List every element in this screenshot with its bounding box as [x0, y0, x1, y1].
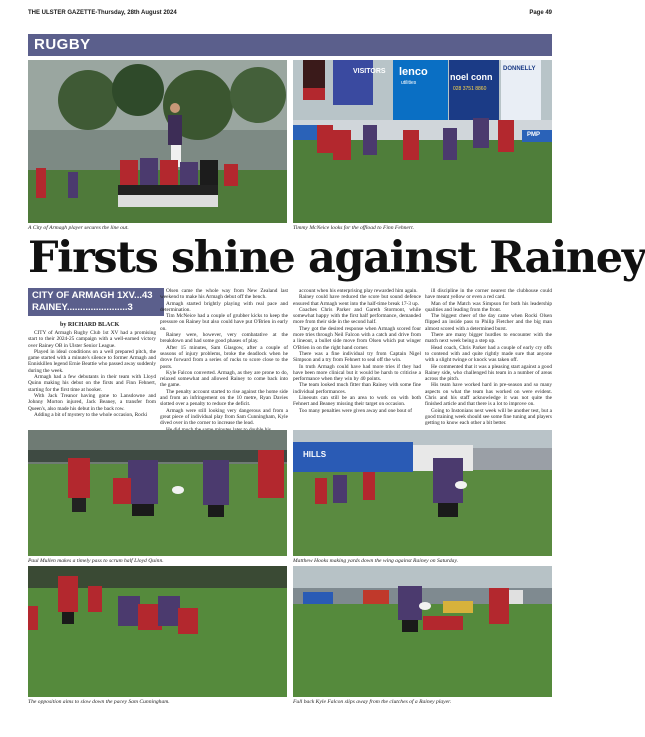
paragraph: Played in ideal conditions on a well prepared pitch, the game started with a minute's silence to former Armagh and Enniskillen legend Ernie Beattie who passed away suddenly during the week. — [28, 348, 156, 374]
paragraph: Adding a bit of mystery to the whole occasion, Rocki — [34, 411, 148, 418]
photo-pass — [28, 430, 287, 556]
photo-offload — [293, 60, 552, 223]
sponsor-board-noel-conn: noel conn — [450, 72, 493, 82]
paragraph: The biggest cheer of the day came when Rocki Olsen flipped an inside pass to Philip Fletcher and the big man almost scored with a determined burst. — [425, 313, 552, 332]
article-column-4 — [425, 288, 552, 426]
paragraph: ill discipline in the corner nearest the clubhouse could have meant yellow or even a red card. — [425, 288, 552, 301]
paragraph: Tim McNeice had a couple of grubber kicks to keep the pressure on Rainey but also could have put O'Brien in early on. — [160, 313, 288, 332]
paragraph: After 15 minutes, Sam Glasgow, after a couple of seasons of injury problems, broke the deadlock when he drove forward from a series of rucks to score close to the posts. — [160, 344, 288, 370]
score-away: RAINEY.......................3 — [32, 302, 133, 313]
paragraph: Man of the Match was Simpson for both his leadership qualities and leading from the front. — [425, 300, 552, 313]
caption-lineout: A City of Armagh player secures the line out. — [28, 225, 129, 231]
paragraph: Rainey were, however, very combatative at the breakdown and had some good phases of play. — [160, 332, 288, 345]
paragraph: The team looked much fitter than Rainey with some fine individual performances. — [293, 382, 421, 395]
paragraph: The penalty account started to rise against the home side and from an infringement on the 10 metre, Ryan Davies slotted over a penalty to reduce the deficit. — [160, 388, 288, 408]
paragraph: Armagh had a few debutants in their team with Lloyd Quinn making his debut on the firsts and Finn Fehnert, starting for the first time at hooker. — [28, 374, 156, 393]
paragraph: Lineouts can still be an area to work on with both Fehnert and Beaney missing their target on occasion. — [293, 395, 421, 408]
article-column-3 — [293, 288, 421, 426]
paragraph: Kyle Falcon converted. Armagh, as they are prone to do, relaxed somewhat and allowed Rainey to come back into the game. — [160, 369, 288, 389]
paragraph: Too many penalties were given away and one bout of — [299, 407, 413, 414]
section-banner: RUGBY — [28, 34, 552, 56]
paragraph: account when his enterprising play rewarded him again. — [299, 288, 418, 294]
caption-fullback: Full back Kyle Falcon slips away from the clutches of a Rainey player. — [293, 699, 452, 705]
sponsor-board-donnelly: DONNELLY — [503, 66, 536, 72]
photo-lineout — [28, 60, 287, 223]
paragraph: Head coach, Chris Parker had a couple of early cry offs to contend with and quite rightly made sure that anyone with a slight twinge or knock was taken off. — [425, 344, 552, 364]
caption-wing: Matthew Hooks making yards down the wing against Rainey on Saturday. — [293, 558, 459, 564]
paragraph: They got the desired response when Armagh scored four more tries through Neil Falcon with a catch and drive from a lineout, a bullet side move from Olsen which put winger O'Brien in on the right hand corner. — [293, 325, 421, 351]
photo-wing — [293, 430, 552, 556]
score-box — [28, 288, 164, 316]
paragraph: With Jack Treanor having gone to Lansdowne and Johnny Morton injured, Jack Beaney, a transfer from Queen's, also made his debut in the back row. — [28, 392, 156, 412]
sponsor-board-pmp: PMP — [527, 132, 541, 138]
caption-tackle: The opposition aims to slow down the pacey Sam Cunningham. — [28, 699, 170, 705]
paragraph: There are many bigger hurdles to encounter with the match next week being a step up. — [425, 332, 552, 345]
byline: by RICHARD BLACK — [60, 322, 120, 328]
paragraph: CITY of Armagh Rugby Club 1st XV had a promising start to their 2024-25 campaign with a well-earned victory over Rainey OB in Ulster Senior League. — [28, 330, 156, 349]
score-home: CITY OF ARMAGH 1XV...43 — [32, 290, 153, 301]
article-column-2 — [160, 288, 288, 426]
paragraph: Coaches Chris Parker and Gareth Stormont, while somewhat happy with the first half performance, demanded more from their side in the second half. — [293, 306, 421, 326]
photo-tackle — [28, 566, 287, 697]
page-number: Page 49 — [529, 10, 552, 16]
paragraph: His team have worked hard in pre-season and so many aspects on what the team has worked on were evident. Chris and his staff acknowledge it was not quite the finished article and that there is a lot to improve on. — [425, 382, 552, 408]
paragraph: Olsen came the whole way from New Zealand last weekend to make his Armagh debut off the bench. — [160, 288, 288, 301]
page-header — [28, 8, 552, 18]
sponsor-board-lenco-sub: utilities — [401, 80, 417, 86]
paragraph: Armagh were still looking very dangerous and from a great piece of individual play from Sam Cunningham, Kyle dived over in the corner to increase the lead. — [160, 407, 288, 427]
paragraph: There was a fine individual try from Captain Nigel Simpson and a try from Fehnert to seal off the win. — [293, 350, 421, 364]
sponsor-board-hills: HILLS — [303, 450, 327, 459]
caption-pass: Paul Mullen makes a timely pass to scrum half Lloyd Quinn. — [28, 558, 164, 564]
paragraph: Rainey could have reduced the score but sound defence ensured that Armagh went into the half-time break 17-3 up. — [293, 294, 421, 307]
paragraph: Armagh started brightly playing with real pace and determination. — [160, 300, 288, 313]
sponsor-board-phone: 028 3751 8860 — [453, 86, 487, 92]
paragraph: Going to Instonians next week will be another test, but a good training week should see some fine tuning and players getting to know each other a bit better. — [425, 407, 552, 427]
photo-fullback — [293, 566, 552, 697]
article-column-1 — [28, 330, 156, 426]
paragraph: He commented that it was a pleasing start against a good Rainey side, who challenged his team in a number of areas across the pitch. — [425, 363, 552, 383]
sponsor-board-visitors: VISITORS — [353, 68, 386, 75]
sponsor-board-lenco: lenco — [399, 66, 428, 78]
caption-offload: Timmy McNeice looks for the offload to Finn Fehnert. — [293, 225, 415, 231]
paragraph: In truth Armagh could have had more tries if they had have been more clinical but it would be harsh to criticise a performance when they win by 40 points. — [293, 363, 421, 383]
publication-dateline: THE ULSTER GAZETTE-Thursday, 28th August 2024 — [28, 10, 177, 16]
article-headline: Firsts shine against Rainey — [28, 233, 645, 283]
